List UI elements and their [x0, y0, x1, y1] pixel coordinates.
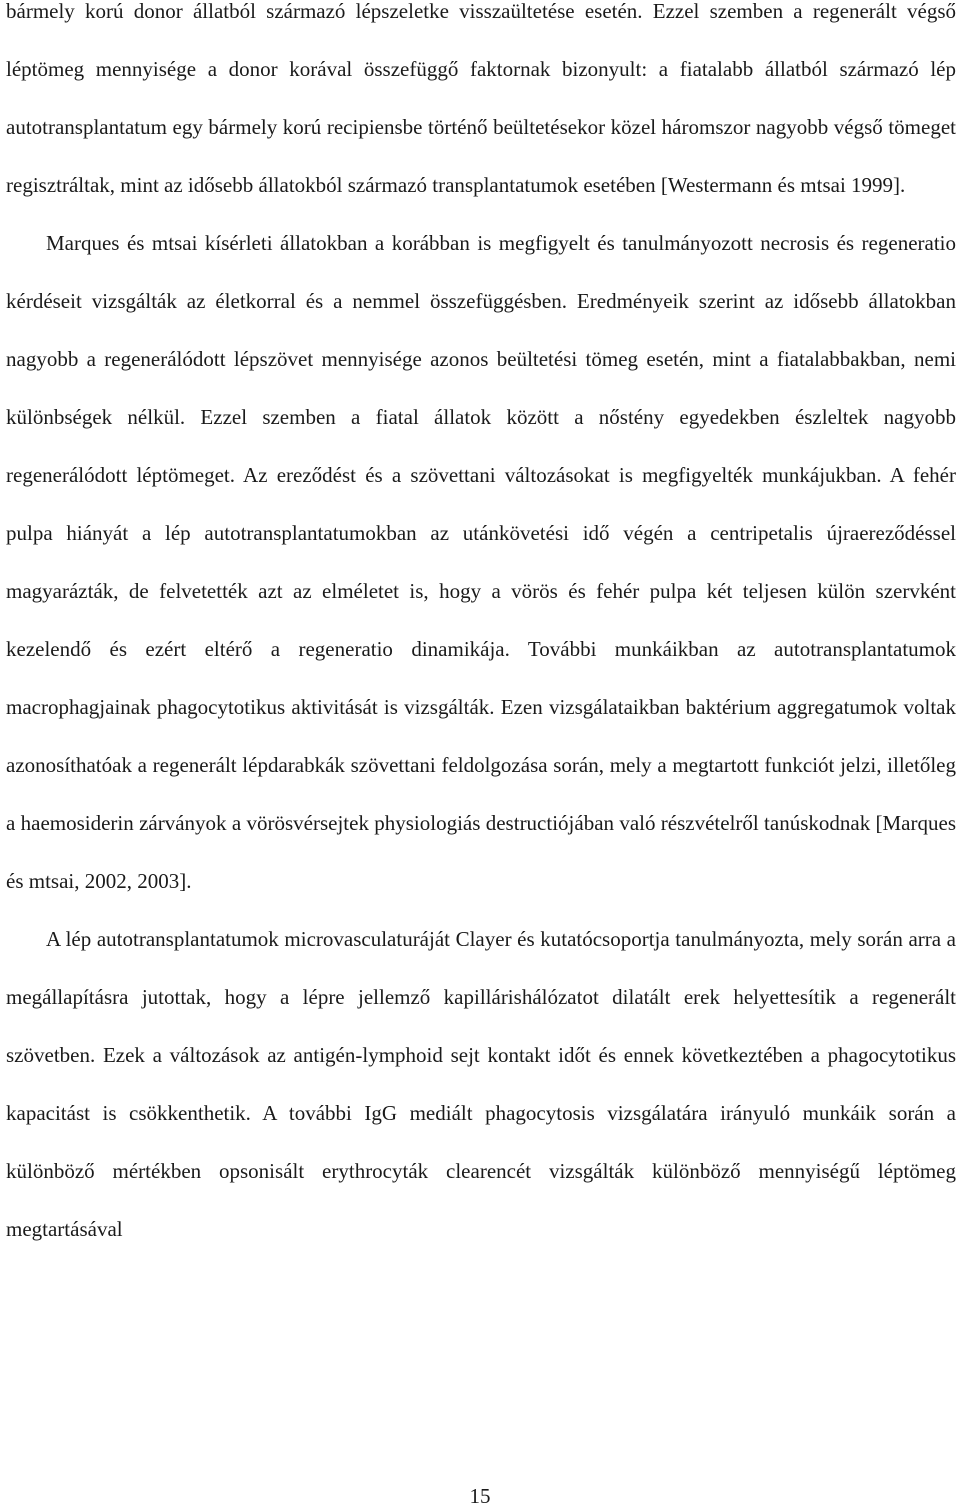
page-number: 15: [469, 1484, 491, 1508]
paragraph-1: bármely korú donor állatból származó lépszeletke visszaültetése esetén. Ezzel szemben a regenerált végső léptömeg mennyisége a donor korával összefüggő faktornak bizonyult: a fiatalabb állatból származó lép autotransplantatum egy bármely korú recipiensbe történő beültetésekor közel háromszor nagyobb végső tömeget regisztráltak, mint az idősebb állatokból származó transplantatumok esetében [Westermann és mtsai 1999].: [6, 0, 956, 197]
document-page: [6, 0, 956, 1258]
paragraph-3: A lép autotransplantatumok microvasculaturáját Clayer és kutatócsoportja tanulmányozta, mely során arra a megállapításra jutottak, hogy a lépre jellemző kapillárishálózatot dilatált erek helyettesítik a regenerált szövetben. Ezek a változások az antigén-lymphoid sejt kontakt időt és ennek következtében a phagocytotikus kapacitást is csökkenthetik. A további IgG mediált phagocytosis vizsgálatára irányuló munkáik során a különböző mértékben opsonisált erythrocyták clearencét vizsgálták különböző mennyiségű léptömeg megtartásával: [6, 927, 956, 1241]
paragraph-2: Marques és mtsai kísérleti állatokban a korábban is megfigyelt és tanulmányozott necrosis és regeneratio kérdéseit vizsgálták az életkorral és a nemmel összefüggésben. Eredményeik szerint az idősebb állatokban nagyobb a regenerálódott lépszövet mennyisége azonos beültetési tömeg esetén, mint a fiatalabbakban, nemi különbségek nélkül. Ezzel szemben a fiatal állatok között a nőstény egyedekben észleltek nagyobb regenerálódott léptömeget. Az ereződést és a szövettani változásokat is megfigyelték munkájukban. A fehér pulpa hiányát a lép autotransplantatumokban az utánkövetési idő végén a centripetalis újraereződéssel magyarázták, de felvetették azt az elméletet is, hogy a vörös és fehér pulpa két teljesen külön szervként kezelendő és ezért eltérő a regeneratio dinamikája. További munkáikban az autotransplantatumok macrophagjainak phagocytotikus aktivitását is vizsgálták. Ezen vizsgálataikban baktérium aggregatumok voltak azonosíthatóak a regenerált lépdarabkák szövettani feldolgozása során, mely a megtartott funkciót jelzi, illetőleg a haemosiderin zárványok a vörösvérsejtek physiologiás destructiójában való részvételről tanúskodnak [Marques és mtsai, 2002, 2003].: [6, 231, 956, 893]
